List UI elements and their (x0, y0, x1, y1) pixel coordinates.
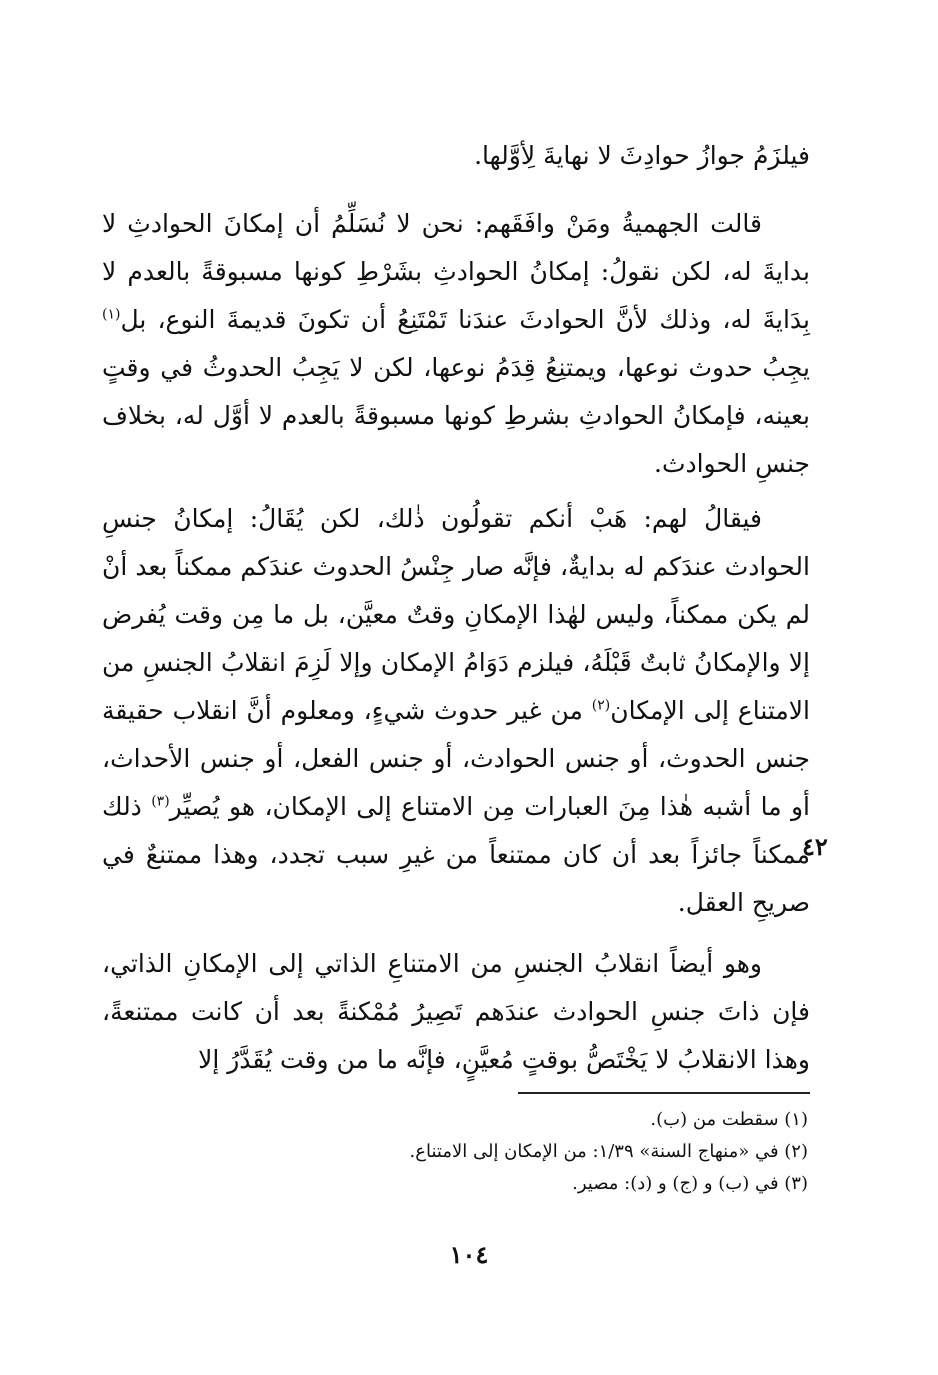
paragraph-3-part-2: من غير حدوث شيءٍ، ومعلوم أنَّ انقلاب حقيقة جنس الحدوث، أو جنس الحوادث، أو جنس الفعل، أو جنس الأحداث، أو ما أشبه هٰذا مِنَ العبارات مِن الامتناع إلى الإمكان، هو يُصيِّر (102, 696, 810, 821)
paragraph-4-text: وهو أيضاً انقلابُ الجنسِ من الامتناعِ الذاتي إلى الإمكانِ الذاتي، فإن ذاتَ جنسِ الحوادث عندَهم تَصِيرُ مُمْكنةً بعد أن كانت ممتنعةً، وهذا الانقلابُ لا يَخْتَصُّ بوقتٍ مُعيَّنٍ، فإنَّه ما من وقت يُقَدَّرُ إلا (102, 949, 810, 1074)
paragraph-2-text (102, 200, 810, 488)
paragraph-1-text: فيلزَمُ جوازُ حوادِثَ لا نهايةَ لِأوَّلها. (474, 141, 810, 170)
footnote-ref-1: (١) (102, 306, 121, 323)
footnote-ref-3: (٣) (151, 793, 170, 810)
paragraph-1 (102, 132, 810, 180)
paragraph-3-part-1: فيقالُ لهم: هَبْ أنكم تقولُون ذٰلك، لكن يُقَالُ: إمكانُ جنسِ الحوادث عندَكم له بدايةٌ، فإنَّه صار جِنْسُ الحدوث عندَكم ممكناً بعد أنْ لم يكن ممكناً، وليس لهٰذا الإمكانِ وقتٌ معيَّن، بل ما مِن وقت يُفرض إلا والإمكانُ ثابتٌ قَبْلَهُ، فيلزم دَوَامُ الإمكان وإلا لَزِمَ انقلابُ الجنسِ من الامتناع إلى الإمكان (102, 504, 811, 725)
paragraph-3 (102, 495, 810, 927)
footnote-ref-2: (٢) (591, 697, 611, 714)
footnote-3: (٣) في (ب) و (ج) و (د): مصير. (572, 1173, 808, 1194)
footnotes (168, 1104, 808, 1200)
paragraph-2-part-2: يجِبُ حدوث نوعها، ويمتنِعُ قِدَمُ نوعها، لكن لا يَجِبُ الحدوثُ في وقتٍ بعينه، فإمكانُ الحوادثِ بشرطِ كونها مسبوقةً بالعدم لا أوَّل له، بخلاف جنسِ الحوادث. (102, 353, 810, 478)
footnote-divider (518, 1092, 810, 1094)
footnote-2: (٢) في «منهاج السنة» ١/٣٩: من الإمكان إلى الامتناع. (409, 1141, 808, 1162)
margin-number: ٤٢ (802, 832, 828, 861)
paragraph-4 (102, 940, 810, 1084)
page-number: ١٠٤ (449, 1240, 489, 1269)
footnote-1: (١) سقطت من (ب). (650, 1109, 808, 1130)
paragraph-2 (102, 200, 810, 488)
paragraph-2-part-1: قالت الجهميةُ ومَنْ وافَقَهم: نحن لا نُسَلِّمُ أن إمكانَ الحوادثِ لا بدايةَ له، لكن نقولُ: إمكانُ الحوادثِ بشَرْطِ كونها مسبوقةً بالعدم لا بِدَايةَ له، وذلك لأنَّ الحوادثَ عندَنا تَمْتَنِعُ أن تكونَ قديمةَ النوع، بل (102, 209, 810, 334)
paragraph-3-part-3: ذلك ممكناً جائزاً بعد أن كان ممتنعاً من غيرِ سبب تجدد، وهذا ممتنعٌ في صريحِ العقل. (102, 792, 810, 917)
paragraph-3-text (102, 495, 810, 927)
